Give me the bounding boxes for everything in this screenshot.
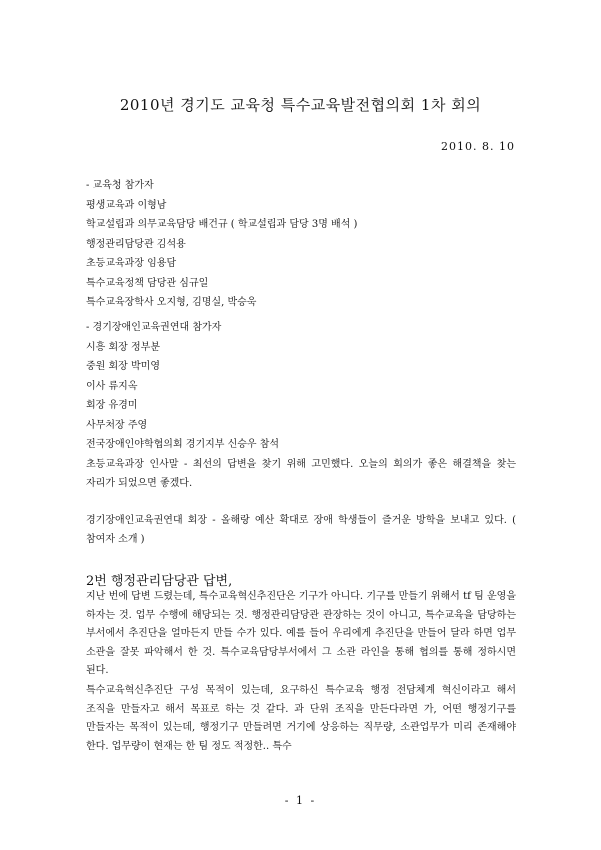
- participant-line: 특수교육정책 담당관 심규일: [86, 277, 209, 289]
- participant-line: 초등교육과장 임용담: [86, 258, 177, 269]
- participant-line: 이사 류지옥: [86, 380, 138, 392]
- participant-line: 전국장애인야학협의회 경기지부 신승우 참석: [86, 439, 280, 450]
- participant-line: 중원 회장 박미영: [86, 361, 160, 372]
- participant-line: 행정관리담당관 김석용: [86, 238, 186, 250]
- participant-line: 평생교육과 이형남: [86, 199, 167, 211]
- union-participants-header: - 경기장애인교육권연대 참가자: [86, 322, 222, 333]
- statement-paragraph: 경기장애인교육권연대 회장 - 올해랑 예산 확대로 장애 학생들이 즐거운 방학을 보내고 있다. ( 참여자 소개 ): [86, 515, 516, 545]
- statement-paragraph: 초등교육과장 인사말 - 최선의 답변을 찾기 위해 고민했다. 오늘의 회의가 좋은 해결책을 찾는 자리가 되었으면 좋겠다.: [86, 459, 516, 489]
- participant-line: 학교설립과 의무교육담당 배건규 ( 학교설립과 담당 3명 배석 ): [86, 219, 358, 230]
- page-number: - 1 -: [284, 794, 317, 807]
- participant-line: 사무처장 주영: [86, 419, 148, 431]
- answer-paragraph: 지난 번에 답변 드렸는데, 특수교육혁신추진단은 기구가 아니다. 기구를 만들기 위해서 tf 팀 운영을 하자는 것. 업무 수행에 해당되는 것. 행정관리담당관 관장하는 것이 아니고, 특수교육을 담당하는 부서에서 추진단을 얼마든지 만들 수가 있다. 예를 들어 우리에게 추진단을 만들어 달라 하면 업무 소관을 잘못 파악해서 한 것. 특수교육담당부서에서 그 소관 라인을 통해 협의를 통해 정하시면 된다.: [86, 591, 516, 677]
- office-participants-header: - 교육청 참가자: [86, 180, 154, 191]
- section-heading: 2번 행정관리담당관 답변,: [86, 574, 233, 589]
- meeting-date: 2010. 8. 10: [441, 140, 515, 153]
- participant-line: 특수교육장학사 오지형, 김명실, 박승욱: [86, 297, 257, 308]
- answer-paragraph: 특수교육혁신추진단 구성 목적이 있는데, 요구하신 특수교육 행정 전담체계 혁신이라고 해서 조직을 만들자고 해서 목표로 하는 것 같다. 과 단위 조직을 만든다라면 가, 어떤 행정기구를 만들자는 목적이 있는데, 행정기구 만들려면 거기에 상응하는 직무량, 소관업무가 미리 존재해야 한다. 업무량이 현재는 한 팀 정도 적정한.. 특수: [86, 685, 516, 752]
- union-participants-list: [86, 318, 516, 455]
- participant-line: 회장 유경미: [86, 400, 138, 411]
- office-participants-list: [86, 176, 516, 313]
- document-title: 2010년 경기도 교육청 특수교육발전협의회 1차 회의: [119, 96, 482, 114]
- participant-line: 시흥 회장 정부분: [86, 341, 160, 353]
